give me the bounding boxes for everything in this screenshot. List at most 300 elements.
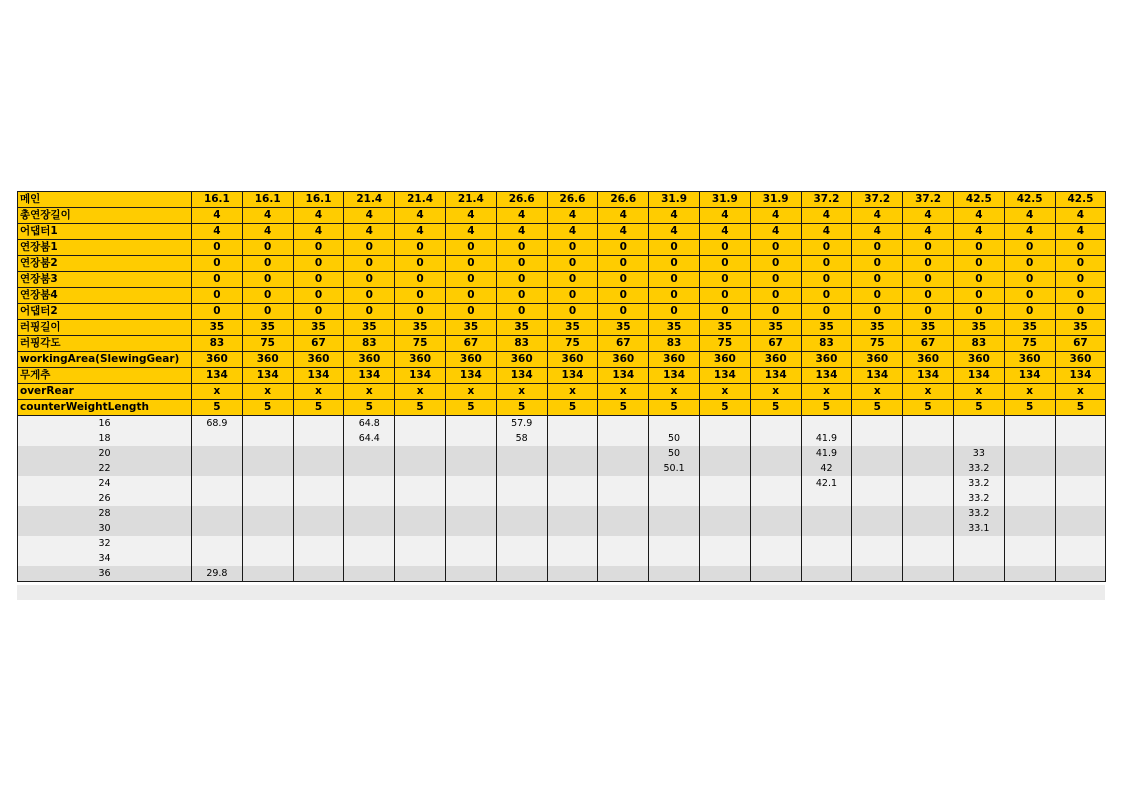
param-cell: 31.9 (699, 192, 750, 208)
param-cell: 4 (903, 208, 954, 224)
capacity-cell (1004, 491, 1055, 506)
capacity-cell (445, 416, 496, 432)
capacity-cell (344, 551, 395, 566)
param-row (18, 368, 1106, 384)
param-cell: 134 (344, 368, 395, 384)
capacity-cell (699, 431, 750, 446)
capacity-cell (1055, 476, 1106, 491)
param-row (18, 272, 1106, 288)
param-cell: 35 (192, 320, 243, 336)
capacity-cell (1004, 416, 1055, 432)
capacity-cell (699, 461, 750, 476)
param-cell: 4 (293, 208, 344, 224)
capacity-cell (445, 461, 496, 476)
capacity-row (18, 536, 1106, 551)
capacity-cell (903, 566, 954, 582)
param-cell: 0 (953, 240, 1004, 256)
load-chart-sheet (17, 191, 1105, 582)
capacity-cell (344, 446, 395, 461)
param-cell: 4 (1004, 208, 1055, 224)
capacity-cell (547, 491, 598, 506)
radius-cell: 24 (18, 476, 192, 491)
capacity-cell (242, 431, 293, 446)
capacity-cell: 42 (801, 461, 852, 476)
capacity-cell (395, 461, 446, 476)
param-cell: 0 (1004, 304, 1055, 320)
param-cell: 0 (699, 256, 750, 272)
capacity-cell (649, 566, 700, 582)
capacity-cell (1055, 521, 1106, 536)
param-cell: 0 (649, 288, 700, 304)
param-cell: x (445, 384, 496, 400)
capacity-cell (1055, 431, 1106, 446)
param-row (18, 384, 1106, 400)
capacity-cell (1004, 446, 1055, 461)
radius-cell: 16 (18, 416, 192, 432)
param-cell: x (547, 384, 598, 400)
param-cell: 83 (649, 336, 700, 352)
param-cell: 0 (395, 240, 446, 256)
param-cell: 0 (192, 304, 243, 320)
capacity-cell (496, 491, 547, 506)
param-cell: 0 (1055, 288, 1106, 304)
capacity-cell (395, 521, 446, 536)
capacity-cell (445, 521, 496, 536)
param-cell: 16.1 (192, 192, 243, 208)
capacity-cell (496, 506, 547, 521)
param-cell: 0 (344, 240, 395, 256)
param-cell: x (192, 384, 243, 400)
param-row (18, 304, 1106, 320)
param-cell: 0 (395, 304, 446, 320)
param-cell: 0 (242, 304, 293, 320)
capacity-cell (750, 431, 801, 446)
capacity-cell (699, 521, 750, 536)
capacity-cell (852, 521, 903, 536)
param-row (18, 208, 1106, 224)
capacity-cell: 33.2 (953, 461, 1004, 476)
capacity-cell (293, 551, 344, 566)
capacity-cell (1055, 566, 1106, 582)
param-cell: 0 (242, 272, 293, 288)
capacity-cell (242, 536, 293, 551)
radius-cell: 30 (18, 521, 192, 536)
capacity-cell (750, 446, 801, 461)
capacity-cell (445, 446, 496, 461)
capacity-cell (192, 521, 243, 536)
capacity-cell: 50 (649, 431, 700, 446)
capacity-cell (344, 521, 395, 536)
capacity-cell: 41.9 (801, 446, 852, 461)
param-cell: 4 (496, 224, 547, 240)
param-cell: 360 (242, 352, 293, 368)
capacity-cell (598, 416, 649, 432)
param-cell: 134 (192, 368, 243, 384)
param-cell: 360 (649, 352, 700, 368)
param-cell: 0 (1055, 256, 1106, 272)
param-cell: 134 (649, 368, 700, 384)
capacity-cell (649, 491, 700, 506)
capacity-cell (496, 476, 547, 491)
capacity-cell (750, 521, 801, 536)
param-cell: 4 (598, 208, 649, 224)
capacity-cell (1004, 551, 1055, 566)
capacity-cell (598, 461, 649, 476)
param-cell: 0 (242, 288, 293, 304)
param-cell: 360 (801, 352, 852, 368)
capacity-cell (750, 536, 801, 551)
capacity-cell (903, 461, 954, 476)
param-cell: 0 (445, 256, 496, 272)
capacity-cell (395, 566, 446, 582)
capacity-cell (1055, 416, 1106, 432)
capacity-cell (598, 536, 649, 551)
param-cell: x (903, 384, 954, 400)
capacity-cell (293, 506, 344, 521)
param-cell: 134 (953, 368, 1004, 384)
param-cell: 5 (699, 400, 750, 416)
radius-cell: 20 (18, 446, 192, 461)
param-cell: 67 (293, 336, 344, 352)
radius-cell: 34 (18, 551, 192, 566)
param-cell: x (699, 384, 750, 400)
capacity-cell (750, 566, 801, 582)
capacity-row (18, 521, 1106, 536)
param-cell: 0 (598, 288, 649, 304)
param-cell: 5 (801, 400, 852, 416)
param-cell: 35 (953, 320, 1004, 336)
param-cell: 21.4 (395, 192, 446, 208)
param-cell: 83 (801, 336, 852, 352)
param-cell: 0 (445, 272, 496, 288)
capacity-cell (750, 416, 801, 432)
capacity-cell (852, 431, 903, 446)
param-cell: 5 (1055, 400, 1106, 416)
param-cell: 134 (1055, 368, 1106, 384)
param-cell: 0 (598, 240, 649, 256)
param-cell: 360 (598, 352, 649, 368)
capacity-cell (1055, 536, 1106, 551)
capacity-cell (496, 446, 547, 461)
capacity-cell (445, 566, 496, 582)
capacity-cell (293, 491, 344, 506)
param-cell: 134 (699, 368, 750, 384)
param-cell: 67 (445, 336, 496, 352)
param-cell: 0 (699, 272, 750, 288)
capacity-cell (699, 551, 750, 566)
param-cell: 0 (1004, 240, 1055, 256)
capacity-cell (547, 476, 598, 491)
param-cell: 360 (852, 352, 903, 368)
param-cell: 0 (547, 240, 598, 256)
param-label: 어댑터1 (18, 224, 192, 240)
capacity-cell (192, 551, 243, 566)
capacity-cell (649, 476, 700, 491)
param-cell: 134 (547, 368, 598, 384)
param-label: counterWeightLength (18, 400, 192, 416)
capacity-cell (547, 536, 598, 551)
param-cell: 0 (801, 288, 852, 304)
param-cell: 0 (496, 304, 547, 320)
param-cell: 4 (1055, 208, 1106, 224)
param-label: 메인 (18, 192, 192, 208)
capacity-cell (953, 536, 1004, 551)
param-cell: 0 (293, 272, 344, 288)
param-cell: 4 (953, 208, 1004, 224)
param-cell: 0 (547, 256, 598, 272)
param-cell: x (750, 384, 801, 400)
param-cell: 0 (801, 240, 852, 256)
param-cell: 0 (293, 288, 344, 304)
param-cell: 0 (699, 240, 750, 256)
param-cell: 4 (699, 224, 750, 240)
capacity-cell (699, 506, 750, 521)
param-cell: 75 (395, 336, 446, 352)
capacity-cell (496, 521, 547, 536)
param-cell: 4 (852, 208, 903, 224)
capacity-cell: 50 (649, 446, 700, 461)
param-cell: 0 (852, 272, 903, 288)
param-cell: 360 (903, 352, 954, 368)
param-cell: 360 (750, 352, 801, 368)
param-cell: 83 (344, 336, 395, 352)
param-cell: 0 (1004, 272, 1055, 288)
param-cell: 26.6 (496, 192, 547, 208)
capacity-cell (344, 491, 395, 506)
param-label: workingArea(SlewingGear) (18, 352, 192, 368)
param-cell: 134 (242, 368, 293, 384)
capacity-cell (598, 551, 649, 566)
param-cell: 21.4 (344, 192, 395, 208)
param-cell: 134 (496, 368, 547, 384)
capacity-cell (547, 461, 598, 476)
param-cell: 0 (598, 272, 649, 288)
capacity-cell (649, 536, 700, 551)
param-cell: 35 (395, 320, 446, 336)
capacity-cell (242, 446, 293, 461)
param-cell: 360 (395, 352, 446, 368)
param-label: 연장붐1 (18, 240, 192, 256)
param-cell: 35 (293, 320, 344, 336)
param-cell: 134 (903, 368, 954, 384)
capacity-row (18, 446, 1106, 461)
capacity-cell: 33.1 (953, 521, 1004, 536)
param-cell: x (598, 384, 649, 400)
param-cell: 0 (496, 288, 547, 304)
param-cell: 5 (192, 400, 243, 416)
capacity-cell (395, 431, 446, 446)
capacity-cell (547, 416, 598, 432)
param-cell: 0 (953, 256, 1004, 272)
capacity-cell (699, 476, 750, 491)
param-cell: 360 (344, 352, 395, 368)
param-label: 총연장길이 (18, 208, 192, 224)
capacity-cell (344, 536, 395, 551)
param-cell: 0 (496, 256, 547, 272)
param-cell: 0 (445, 288, 496, 304)
radius-cell: 36 (18, 566, 192, 582)
param-cell: 35 (598, 320, 649, 336)
param-label: overRear (18, 384, 192, 400)
param-cell: 4 (242, 224, 293, 240)
param-cell: 4 (344, 224, 395, 240)
param-row (18, 400, 1106, 416)
capacity-cell (293, 446, 344, 461)
capacity-cell (445, 536, 496, 551)
param-cell: 134 (801, 368, 852, 384)
param-label: 무게추 (18, 368, 192, 384)
param-cell: 4 (801, 208, 852, 224)
param-cell: 4 (1004, 224, 1055, 240)
param-cell: 0 (750, 256, 801, 272)
capacity-cell (852, 461, 903, 476)
capacity-cell (395, 506, 446, 521)
param-cell: 4 (649, 208, 700, 224)
radius-cell: 18 (18, 431, 192, 446)
capacity-cell: 64.4 (344, 431, 395, 446)
param-cell: 0 (547, 288, 598, 304)
capacity-cell (192, 536, 243, 551)
param-cell: 360 (1004, 352, 1055, 368)
capacity-cell (496, 536, 547, 551)
param-cell: 31.9 (750, 192, 801, 208)
capacity-cell: 64.8 (344, 416, 395, 432)
capacity-cell (192, 506, 243, 521)
capacity-cell: 29.8 (192, 566, 243, 582)
param-cell: 0 (953, 272, 1004, 288)
param-cell: 67 (750, 336, 801, 352)
param-cell: x (649, 384, 700, 400)
capacity-cell (801, 491, 852, 506)
param-cell: 67 (903, 336, 954, 352)
capacity-cell (852, 491, 903, 506)
capacity-cell (598, 506, 649, 521)
param-cell: 0 (242, 256, 293, 272)
capacity-cell (903, 476, 954, 491)
param-row (18, 336, 1106, 352)
capacity-row (18, 461, 1106, 476)
capacity-cell (395, 446, 446, 461)
capacity-cell (242, 416, 293, 432)
capacity-cell (242, 521, 293, 536)
capacity-cell (649, 416, 700, 432)
radius-cell: 28 (18, 506, 192, 521)
radius-cell: 22 (18, 461, 192, 476)
param-cell: 35 (496, 320, 547, 336)
capacity-cell (1004, 461, 1055, 476)
param-cell: 360 (547, 352, 598, 368)
param-cell: 35 (750, 320, 801, 336)
capacity-cell (903, 551, 954, 566)
param-cell: 35 (649, 320, 700, 336)
capacity-cell (852, 416, 903, 432)
param-cell: 4 (293, 224, 344, 240)
capacity-cell (395, 416, 446, 432)
capacity-cell (395, 551, 446, 566)
param-cell: 0 (903, 256, 954, 272)
capacity-cell (852, 551, 903, 566)
capacity-cell (395, 476, 446, 491)
capacity-cell (192, 491, 243, 506)
capacity-cell (192, 446, 243, 461)
param-cell: 0 (496, 240, 547, 256)
capacity-cell (903, 431, 954, 446)
param-cell: 75 (699, 336, 750, 352)
param-cell: x (801, 384, 852, 400)
param-cell: 0 (750, 240, 801, 256)
radius-cell: 26 (18, 491, 192, 506)
param-cell: 0 (852, 288, 903, 304)
capacity-cell (547, 506, 598, 521)
param-cell: 0 (293, 304, 344, 320)
capacity-cell (344, 476, 395, 491)
param-cell: 5 (395, 400, 446, 416)
param-cell: x (496, 384, 547, 400)
capacity-cell (852, 446, 903, 461)
param-cell: 0 (953, 288, 1004, 304)
capacity-cell (496, 461, 547, 476)
capacity-cell (547, 431, 598, 446)
capacity-cell (852, 476, 903, 491)
param-cell: 21.4 (445, 192, 496, 208)
capacity-cell (445, 431, 496, 446)
capacity-cell (242, 491, 293, 506)
param-cell: 0 (801, 272, 852, 288)
param-cell: 0 (1004, 256, 1055, 272)
param-cell: 5 (649, 400, 700, 416)
param-label: 러핑길이 (18, 320, 192, 336)
capacity-row (18, 416, 1106, 432)
radius-cell: 32 (18, 536, 192, 551)
capacity-cell (801, 566, 852, 582)
capacity-cell (1055, 461, 1106, 476)
param-cell: 360 (1055, 352, 1106, 368)
capacity-cell: 33.2 (953, 491, 1004, 506)
param-cell: 134 (750, 368, 801, 384)
capacity-cell (953, 566, 1004, 582)
param-cell: 134 (293, 368, 344, 384)
param-cell: 35 (699, 320, 750, 336)
param-cell: 4 (801, 224, 852, 240)
param-cell: x (1055, 384, 1106, 400)
param-cell: 0 (344, 288, 395, 304)
capacity-cell (242, 566, 293, 582)
param-cell: 5 (496, 400, 547, 416)
param-cell: 0 (699, 304, 750, 320)
capacity-cell (953, 431, 1004, 446)
param-cell: 0 (547, 304, 598, 320)
param-cell: 4 (445, 224, 496, 240)
capacity-cell (598, 521, 649, 536)
capacity-cell (192, 431, 243, 446)
capacity-cell (1004, 476, 1055, 491)
param-cell: 5 (852, 400, 903, 416)
param-cell: 35 (547, 320, 598, 336)
param-cell: 35 (852, 320, 903, 336)
param-cell: 35 (1055, 320, 1106, 336)
param-cell: 35 (903, 320, 954, 336)
capacity-cell (445, 506, 496, 521)
param-cell: 134 (445, 368, 496, 384)
capacity-cell (547, 551, 598, 566)
capacity-cell (1055, 446, 1106, 461)
param-cell: 31.9 (649, 192, 700, 208)
param-cell: 26.6 (547, 192, 598, 208)
param-cell: 75 (242, 336, 293, 352)
param-cell: 4 (750, 208, 801, 224)
param-cell: 5 (903, 400, 954, 416)
capacity-cell (801, 416, 852, 432)
